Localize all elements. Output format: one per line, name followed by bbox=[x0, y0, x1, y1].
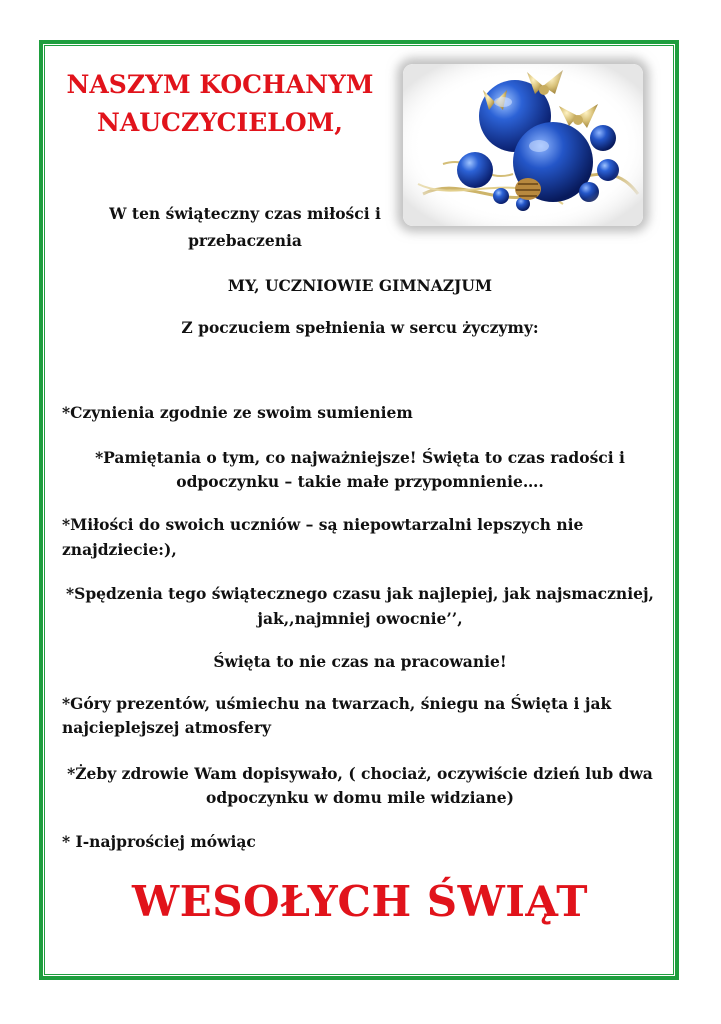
heading-line-2: NAUCZYCIELOM, bbox=[97, 108, 343, 137]
wish-simply: * I-najprościej mówiąc bbox=[62, 832, 256, 851]
wish-spend-line-2: jak,,najmniej owocnie’’, bbox=[257, 609, 463, 628]
wish-gifts-line-1: *Góry prezentów, uśmiechu na twarzach, śniegu na Święta i jak bbox=[62, 694, 612, 713]
wish-health-line-2: odpoczynku w domu mile widziane) bbox=[206, 788, 514, 807]
heading-line-1: NASZYM KOCHANYM bbox=[66, 70, 374, 99]
wish-gifts-line-2: najcieplejszej atmosfery bbox=[62, 718, 272, 737]
christmas-baubles-icon bbox=[403, 64, 643, 226]
wish-health-line-1: *Żeby zdrowie Wam dopisywało, ( chociaż, oczywiście dzień lub dwa bbox=[67, 764, 653, 783]
christmas-baubles-image bbox=[403, 64, 643, 226]
wish-conscience: *Czynienia zgodnie ze swoim sumieniem bbox=[62, 403, 413, 422]
intro-line-2: przebaczenia bbox=[188, 231, 302, 250]
wish-love-line-2: znajdziecie:), bbox=[62, 540, 177, 559]
wish-no-work: Święta to nie czas na pracowanie! bbox=[213, 652, 507, 671]
from-line: MY, UCZNIOWIE GIMNAZJUM bbox=[227, 276, 493, 295]
wish-remember-line-1: *Pamiętania o tym, co najważniejsze! Święta to czas radości i bbox=[95, 448, 625, 467]
intro-line-1: W ten świąteczny czas miłości i bbox=[109, 204, 381, 223]
wish-intro: Z poczuciem spełnienia w sercu życzymy: bbox=[181, 318, 539, 337]
greeting-heading bbox=[60, 66, 380, 142]
wish-remember-line-2: odpoczynku – takie małe przypomnienie…. bbox=[176, 472, 544, 491]
wish-spend-line-1: *Spędzenia tego świątecznego czasu jak najlepiej, jak najsmaczniej, bbox=[66, 584, 654, 603]
wish-love-line-1: *Miłości do swoich uczniów – są niepowtarzalni lepszych nie bbox=[62, 515, 584, 534]
closing-greeting: WESOŁYCH ŚWIĄT bbox=[132, 877, 588, 926]
